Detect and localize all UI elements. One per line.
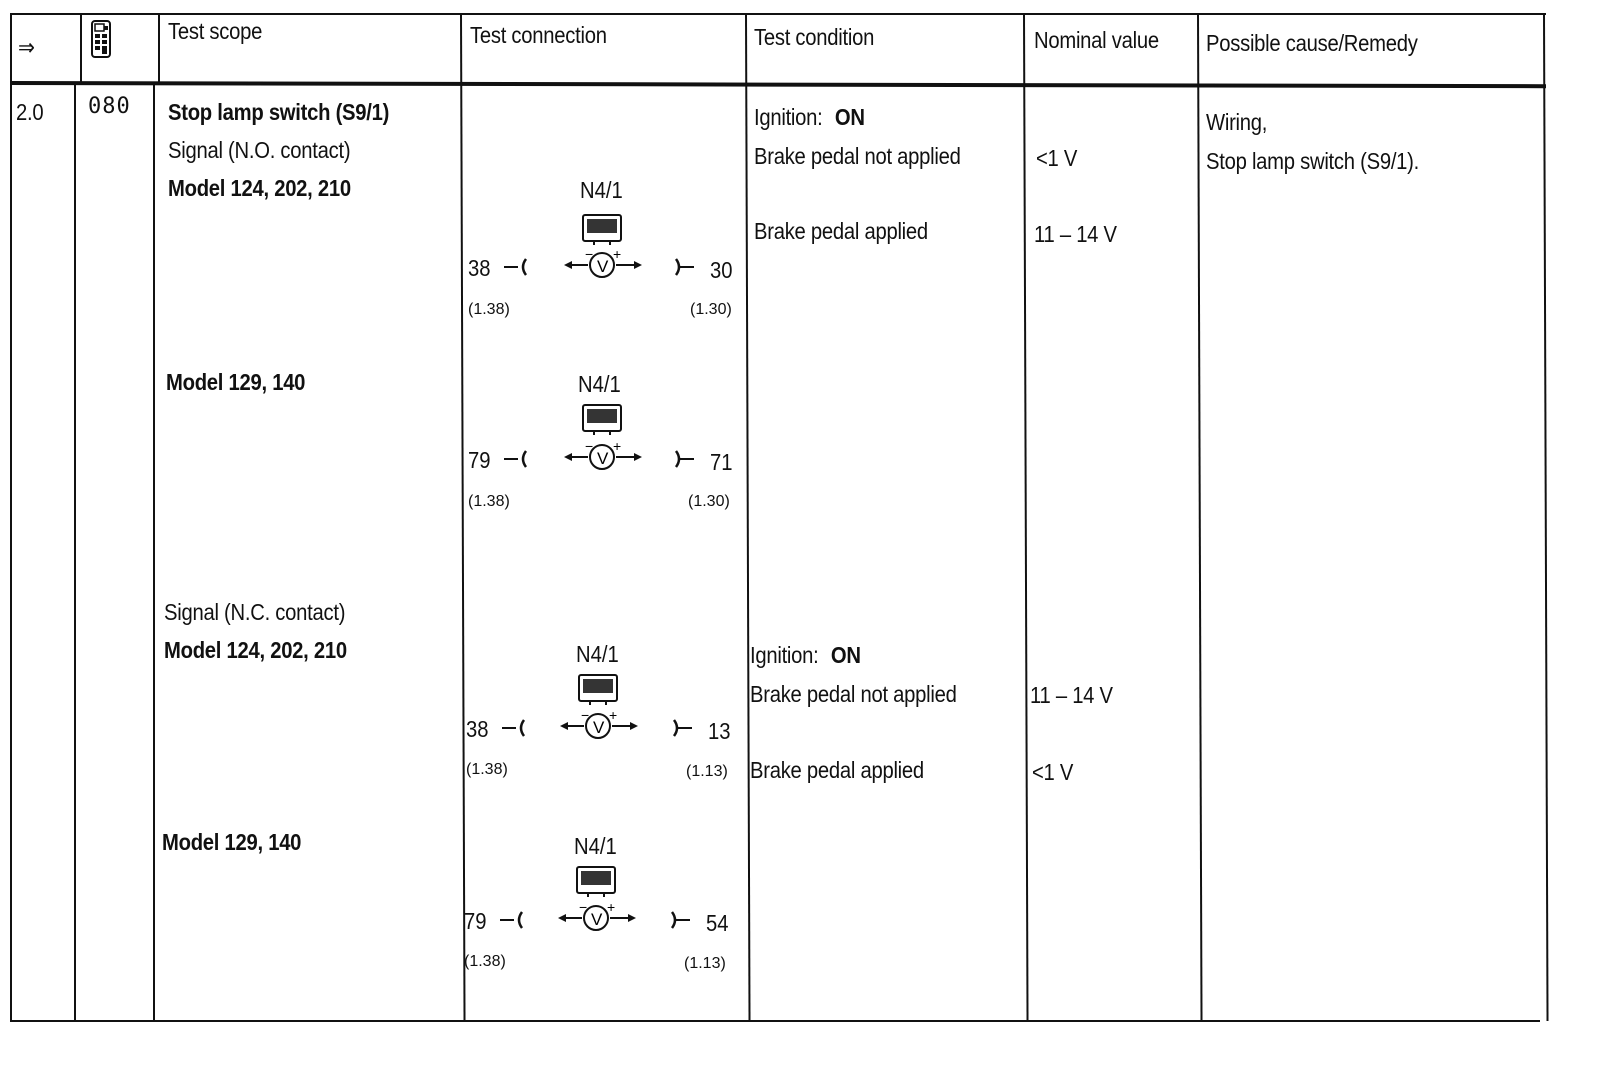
test-title: Stop lamp switch (S9/1)	[168, 99, 390, 125]
header-bottom-border	[10, 81, 1546, 88]
left-ref: (1.38)	[468, 493, 510, 510]
svg-text:V: V	[597, 449, 609, 468]
svg-text:V: V	[591, 910, 603, 929]
ignition-label: Ignition:	[750, 642, 819, 668]
svg-text:V: V	[597, 257, 609, 276]
header-test-condition: Test condition	[754, 24, 875, 50]
right-pin: 30	[710, 257, 733, 283]
unit-label: N4/1	[578, 371, 621, 397]
svg-text:+: +	[609, 707, 618, 723]
condition-pedal-not-applied-2: Brake pedal not applied	[750, 681, 957, 707]
svg-text:+: +	[607, 899, 616, 915]
condition-ignition-2	[750, 642, 861, 668]
remedy-line-2: Stop lamp switch (S9/1).	[1206, 148, 1420, 174]
signal-nc-contact: Signal (N.C. contact)	[164, 599, 346, 625]
table-top-border	[10, 13, 1546, 15]
svg-text:−: −	[585, 438, 594, 454]
right-ref: (1.30)	[688, 493, 730, 510]
col-divider-1	[80, 13, 82, 83]
svg-text:−: −	[585, 246, 594, 262]
left-ref: (1.38)	[466, 761, 508, 778]
header-possible-cause: Possible cause/Remedy	[1206, 30, 1418, 56]
model-nc-124: Model 124, 202, 210	[164, 637, 347, 663]
condition-ignition-1	[754, 104, 865, 130]
condition-pedal-applied-2: Brake pedal applied	[750, 757, 924, 783]
ignition-value: ON	[830, 642, 861, 668]
header-test-scope: Test scope	[168, 18, 263, 44]
svg-text:+: +	[613, 438, 622, 454]
nominal-value-4: <1 V	[1032, 759, 1074, 785]
model-nc-129: Model 129, 140	[162, 829, 302, 855]
left-pin: 38	[468, 255, 491, 281]
connection-diagram-2	[466, 369, 756, 519]
header-nominal-value: Nominal value	[1034, 27, 1159, 53]
nominal-value-3: 11 – 14 V	[1030, 682, 1113, 708]
model-no-124: Model 124, 202, 210	[168, 175, 351, 201]
right-pin: 13	[708, 718, 731, 744]
left-pin: 38	[466, 716, 489, 742]
condition-pedal-applied-1: Brake pedal applied	[754, 218, 928, 244]
left-ref: (1.38)	[468, 301, 510, 318]
nominal-value-1: <1 V	[1036, 145, 1078, 171]
step-number: 2.0	[16, 99, 44, 125]
svg-text:−: −	[581, 707, 590, 723]
left-pin: 79	[468, 447, 491, 473]
table-bottom-border	[10, 1020, 1540, 1022]
svg-text:V: V	[593, 718, 605, 737]
right-ref: (1.13)	[686, 763, 728, 780]
ignition-label: Ignition:	[754, 104, 823, 130]
header-arrow: ⇒	[18, 34, 35, 60]
signal-no-contact: Signal (N.O. contact)	[168, 137, 351, 163]
right-ref: (1.30)	[690, 301, 732, 318]
right-pin: 54	[706, 910, 729, 936]
connection-diagram-3	[464, 639, 754, 789]
connection-diagram-4	[462, 831, 752, 981]
svg-text:−: −	[579, 899, 588, 915]
left-pin: 79	[464, 908, 487, 934]
handheld-tester-icon	[90, 20, 112, 63]
col-divider-5	[1023, 13, 1029, 1021]
ignition-value: ON	[834, 104, 865, 130]
table-right-border	[1543, 13, 1549, 1021]
right-pin: 71	[710, 449, 733, 475]
condition-pedal-not-applied-1: Brake pedal not applied	[754, 143, 961, 169]
svg-text:+: +	[613, 246, 622, 262]
col-divider-2	[158, 13, 160, 83]
col-divider-6	[1197, 13, 1203, 1021]
model-no-129: Model 129, 140	[166, 369, 306, 395]
nominal-value-2: 11 – 14 V	[1034, 221, 1117, 247]
col-divider-2-body	[153, 83, 155, 1021]
table-left-border	[10, 13, 12, 1021]
unit-label: N4/1	[574, 833, 617, 859]
right-ref: (1.13)	[684, 955, 726, 972]
left-ref: (1.38)	[464, 953, 506, 970]
col-divider-1-body	[74, 83, 76, 1021]
header-test-connection: Test connection	[470, 22, 607, 48]
display-code: 080	[88, 94, 131, 119]
remedy-line-1: Wiring,	[1206, 109, 1268, 135]
unit-label: N4/1	[576, 641, 619, 667]
unit-label: N4/1	[580, 177, 623, 203]
connection-diagram-1	[466, 175, 756, 325]
